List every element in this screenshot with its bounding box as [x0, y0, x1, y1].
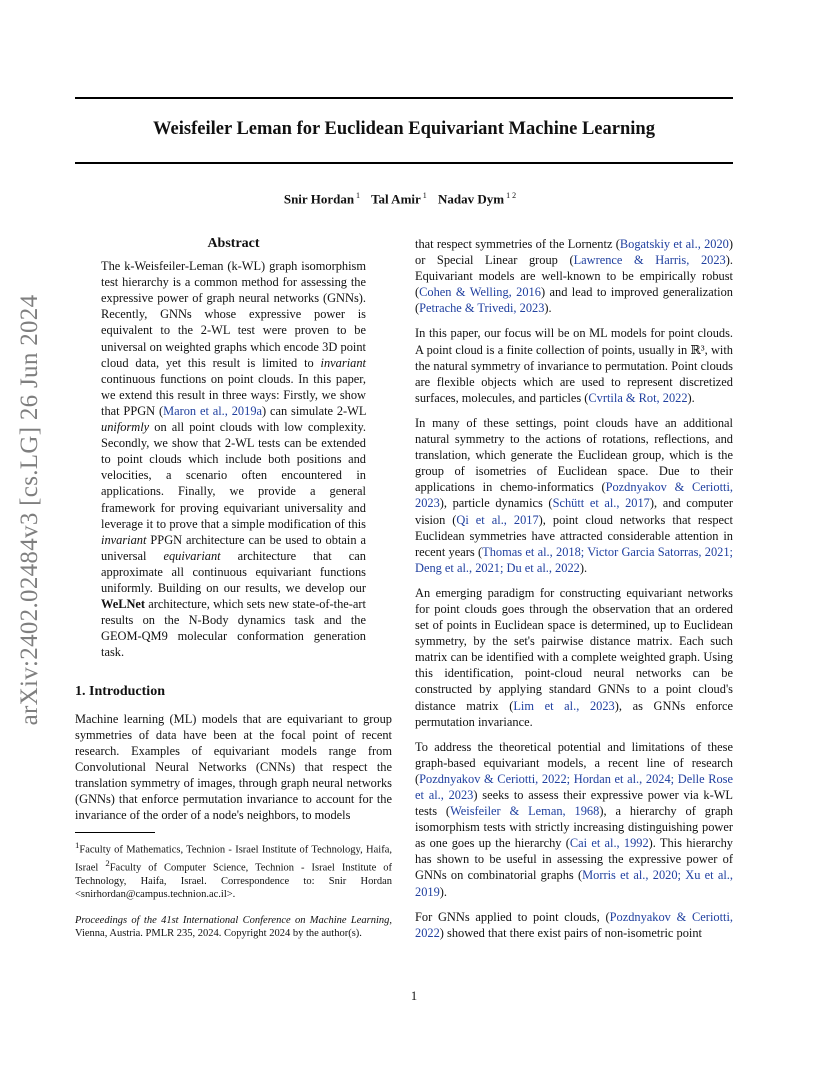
citation-link[interactable]: Cvrtila & Rot, 2022 [588, 390, 688, 405]
model-name: WeLNet [101, 597, 146, 612]
citation-link[interactable]: Maron et al., 2019a [163, 403, 263, 418]
author-name: Snir Hordan [283, 191, 355, 207]
citation-link[interactable]: Cohen & Welling, 2016 [419, 285, 541, 300]
section-heading-introduction: 1. Introduction [75, 684, 165, 700]
citation-link[interactable]: Lim et al., 2023 [513, 698, 615, 713]
paragraph: that respect symmetries of the Lornentz (Bogatskiy et al., 2020) or Special Linear group (Lawrence & Harris, 2023). Equivariant models are well-known to be empirically robust (Cohen & Welling, 2016) and lead to improved generalization (Petrache & Trivedi, 2023). [415, 237, 734, 316]
arxiv-identifier: arXiv:2402.02484v3 [cs.LG] 26 Jun 2024 [16, 294, 43, 726]
proceedings-note: Proceedings of the 41st International Conference on Machine Learning, Vienna, Austria. PMLR 235, 2024. Copyright 2024 by the author(s). [75, 914, 392, 940]
citation-link[interactable]: Weisfeiler & Leman, 1968 [450, 804, 600, 819]
abstract-heading: Abstract [207, 236, 260, 251]
emphasis: invariant [320, 355, 366, 370]
author-name: Nadav Dym [438, 191, 505, 207]
citation-link[interactable]: Lawrence & Harris, 2023 [573, 253, 726, 268]
author-affiliation: 1 2 [506, 191, 517, 200]
citation-link[interactable]: Cai et al., 1992 [569, 836, 649, 851]
intro-paragraph: Machine learning (ML) models that are equivariant to group symmetries of data have been at the focal point of recent research. Examples of equivariant models range from Convolutional Neural Networks (CNNs) that respect the translation symmetry of images, through graph neural networks (GNNs) that enforce permutation invariance to account for the invariance of the order of a node's neighbors, to models [75, 711, 392, 823]
footnote-rule [75, 832, 155, 833]
author-affiliation: 1 [422, 191, 427, 200]
emphasis: uniformly [101, 420, 150, 435]
citation-link[interactable]: Qi et al., 2017 [456, 512, 539, 527]
citation-link[interactable]: Pozdnyakov & Ceriotti, 2022; Hordan et al., 2024; Delle Rose et al., 2023 [415, 771, 733, 802]
affiliation-footnote: $^1$Faculty of Mathematics, Technion - Israel Institute of Technology, Haifa, Israel $^2$Faculty of Computer Science, Technion - Israel Institute of Technology, Haifa, Israel. Correspondence to: Snir Hordan <snirhordan@campus.technion.ac.il>. [75, 840, 392, 901]
citation-link[interactable]: Bogatskiy et al., 2020 [619, 237, 729, 251]
paragraph: In this paper, our focus will be on ML models for point clouds. A point cloud is a finite collection of points, usually in ℝ³, with the natural symmetry of invariance to permutation. Point clouds are flexible objects which are used to represent discretized surfaces, molecules, and particles (Cvrtila & Rot, 2022). [415, 326, 733, 405]
author-affiliation: 1 [356, 191, 361, 200]
paragraph: In many of these settings, point clouds have an additional natural symmetry to the actions of rotations, reflections, and translation, which generate the Euclidean group, which is the group of isometries of Euclidean space. Due to their applications in chemo-informatics (Pozdnyakov & Ceriotti, 2023), particle dynamics (Schütt et al., 2017), and computer vision (Qi et al., 2017), point cloud networks that respect Euclidean symmetries have attracted considerable attention in recent years (Thomas et al., 2018; Victor Garcia Satorras, 2021; Deng et al., 2021; Du et al., 2022). [415, 415, 734, 575]
title-rule-bottom [75, 162, 733, 164]
paper-title: Weisfeiler Leman for Euclidean Equivariant Machine Learning [153, 119, 655, 139]
author-name: Tal Amir [371, 191, 421, 207]
abstract-body: The k-Weisfeiler-Leman (k-WL) graph isomorphism test hierarchy is a common method for assessing the expressive power of graph neural networks (GNNs). Recently, GNNs whose expressive power is equivalent to the 2-WL test were proven to be universal on weighted graphs which encode 3D point cloud data, yet this result is limited to invariant continuous functions on point clouds. In this paper, we extend this result in three ways: Firstly, we show that PPGN (Maron et al., 2019a) can simulate 2-WL uniformly on all point clouds with low complexity. Secondly, we show that 2-WL tests can be extended to point clouds which include both positions and velocities, a scenario often encountered in applications. Finally, we provide a general framework for proving equivariant universality and leverage it to prove that a simple modification of this invariant PPGN architecture can be used to obtain a universal equivariant architecture that can approximate all continuous equivariant functions uniformly. Building on our results, we develop our WeLNet architecture, which sets new state-of-the-art results on the N-Body dynamics task and the GEOM-QM9 molecular conformation generation task. [101, 259, 366, 660]
paragraph: To address the theoretical potential and limitations of these graph-based equivariant models, a recent line of research (Pozdnyakov & Ceriotti, 2022; Hordan et al., 2024; Delle Rose et al., 2023) seeks to assess their expressive power via k-WL tests (Weisfeiler & Leman, 1968), a hierarchy of graph isomorphism tests with strictly increasing distinguishing power as one goes up the hierarchy (Cai et al., 1992). This hierarchy has shown to be useful in assessing the expressive power of GNNs on combinatorial graphs (Morris et al., 2020; Xu et al., 2019). [415, 739, 734, 899]
paragraph: For GNNs applied to point clouds, (Pozdnyakov & Ceriotti, 2022) showed that there exist pairs of non-isometric point [415, 909, 734, 940]
citation-link[interactable]: Morris et al., 2020; Xu et al., 2019 [415, 868, 734, 899]
citation-link[interactable]: Petrache & Trivedi, 2023 [419, 301, 545, 316]
citation-link[interactable]: Pozdnyakov & Ceriotti, 2023 [415, 480, 733, 511]
citation-link[interactable]: Thomas et al., 2018; Victor Garcia Satorras, 2021; Deng et al., 2021; Du et al., 2022 [415, 544, 734, 575]
citation-link[interactable]: Pozdnyakov & Ceriotti, 2022 [415, 909, 734, 940]
author-list [75, 191, 733, 207]
left-column [75, 236, 392, 941]
citation-link[interactable]: Schütt et al., 2017 [552, 496, 650, 511]
right-column [415, 236, 733, 950]
emphasis: invariant [101, 532, 147, 547]
paragraph: An emerging paradigm for constructing equivariant networks for point clouds goes through the observation that an ordered set of points in Euclidean space is determined, up to Euclidean symmetry, by the set's pairwise distance matrix. Each such matrix can be identified with a complete weighted graph. Using this identification, point-cloud neural networks can be constructed by applying standard GNNs to a point cloud's distance matrix (Lim et al., 2023), as GNNs enforce permutation invariance. [415, 585, 733, 729]
emphasis: equivariant [163, 548, 221, 563]
page-number: 1 [410, 989, 418, 1003]
title-rule-top [75, 97, 733, 99]
